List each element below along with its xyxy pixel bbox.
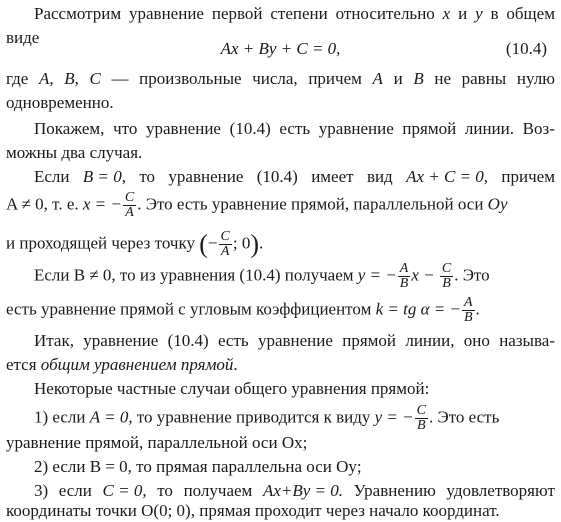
word: уравнение	[168, 167, 244, 186]
axis-oy: Oy	[487, 194, 508, 214]
case1-fraction	[415, 404, 428, 433]
case2-text: 2) если B = 0, то прямая параллельна оси Oy;	[34, 457, 362, 476]
word: причем	[308, 69, 362, 88]
word: Рассмотрим	[34, 4, 122, 23]
denominator: A	[125, 205, 134, 220]
p1-line4-text: одновременно.	[6, 93, 114, 112]
x-expression: x = −	[82, 194, 122, 214]
word: A,	[38, 69, 54, 88]
word: числа,	[252, 69, 298, 88]
word: x	[442, 4, 451, 23]
case1-tail: . Это есть	[428, 407, 500, 427]
p2-line1	[34, 118, 555, 140]
word: получаем	[183, 481, 253, 500]
word: B,	[64, 69, 79, 88]
word: степени	[270, 4, 328, 23]
word: в	[490, 4, 499, 23]
word: есть	[279, 119, 311, 138]
point-tail: ; 0	[232, 233, 251, 253]
word: Итак,	[34, 331, 74, 350]
denominator: B	[399, 276, 409, 291]
equation-number: (10.4)	[505, 39, 547, 58]
p3-statement: . Это есть уравнение прямой, параллельной оси	[137, 194, 488, 214]
word: Ax+By = 0.	[262, 481, 344, 500]
word: если	[58, 481, 92, 500]
word: Ax + C = 0,	[406, 167, 489, 186]
word: линии,	[405, 331, 455, 350]
p4-intro: Если B ≠ 0, то из уравнения (10.4) получаем	[34, 265, 358, 285]
word: оно	[463, 331, 490, 350]
word: —	[111, 69, 129, 88]
word: называ-	[499, 331, 555, 350]
case3-line2	[6, 500, 555, 522]
word: то	[157, 481, 173, 500]
word: нулю	[516, 69, 555, 88]
equation-row	[6, 38, 555, 60]
word: C = 0,	[102, 481, 147, 500]
case1-condition: A = 0,	[89, 407, 133, 427]
p6-intro	[34, 378, 555, 400]
word: и	[393, 69, 403, 88]
p1-line4	[6, 92, 555, 114]
word: (10.4)	[167, 331, 209, 350]
word: линии.	[464, 119, 514, 138]
left-paren: (	[199, 229, 208, 259]
p3-point-text: и проходящей через точку	[6, 233, 200, 253]
word: уравнение	[318, 119, 394, 138]
word: то	[139, 167, 156, 186]
denominator: B	[417, 418, 426, 433]
word: (10.4)	[229, 119, 271, 138]
p1-line1	[34, 3, 555, 25]
case2	[34, 456, 555, 478]
slope-expression: k = tg α = −	[375, 299, 461, 319]
p4-tail: . Это	[454, 265, 490, 285]
word: прямой	[402, 119, 457, 138]
p4-line1	[34, 261, 555, 291]
p2-line2	[6, 142, 555, 164]
fraction-c-over-a	[123, 191, 136, 220]
word: общем	[506, 4, 555, 23]
word: не	[434, 69, 451, 88]
word: A	[372, 69, 383, 88]
word: уравнение	[146, 119, 221, 138]
numerator: C	[441, 261, 452, 276]
word: причем	[501, 167, 555, 186]
case1-text: то уравнение приводится к виду	[132, 407, 375, 427]
word: уравнение	[257, 331, 333, 350]
p4-period: .	[475, 299, 480, 319]
word: вид	[366, 167, 393, 186]
cases-intro: Некоторые частные случаи общего уравнения прямой:	[34, 379, 430, 398]
case1-label: 1) если	[34, 407, 90, 427]
numerator: C	[124, 190, 135, 205]
p3-line2	[6, 190, 555, 220]
denominator: B	[463, 310, 473, 325]
word: B	[413, 69, 424, 88]
word: произвольные	[139, 69, 242, 88]
denominator: B	[442, 276, 451, 291]
word: прямой	[342, 331, 397, 350]
numerator: A	[399, 261, 409, 276]
p3-line1	[34, 166, 555, 188]
p4-slope-text: есть уравнение прямой с угловым коэффициентом	[6, 299, 376, 319]
word: первой	[211, 4, 263, 23]
p5-text: ется	[6, 355, 41, 374]
word: относительно	[335, 4, 435, 23]
word: B = 0,	[82, 167, 126, 186]
case3-line2-text: координаты точки O(0; 0), прямая проходит через начало координат.	[6, 501, 500, 520]
numerator: A	[463, 295, 473, 310]
p3-condition: A ≠ 0, т. е.	[6, 194, 83, 214]
word: Если	[34, 167, 70, 186]
p5-line1	[34, 330, 555, 352]
word: и	[458, 4, 468, 23]
numerator: C	[416, 403, 426, 418]
word: Воз-	[522, 119, 555, 138]
word: что	[113, 119, 138, 138]
word: C	[89, 69, 101, 88]
p4-line2	[6, 295, 555, 325]
p5-line2	[6, 354, 555, 376]
word: уравнение	[83, 331, 159, 350]
case1-line2	[6, 432, 555, 454]
word: уравнение	[129, 4, 204, 23]
word: где	[6, 69, 29, 88]
fraction-a-over-b-slope	[462, 296, 475, 325]
word: Покажем,	[34, 119, 105, 138]
p2-line2-text: можны два случая.	[6, 143, 143, 162]
fraction-c-over-b	[440, 262, 453, 291]
p5-period: .	[233, 355, 238, 374]
word: (10.4)	[256, 167, 298, 186]
case1-y: y = −	[374, 407, 414, 427]
denominator: A	[220, 244, 230, 259]
word: y	[475, 4, 483, 23]
word: Уравнению	[353, 481, 436, 500]
word: удовлетворяют	[446, 481, 555, 500]
right-paren: )	[250, 229, 259, 259]
fraction-a-over-b	[398, 262, 411, 291]
fraction-c-over-a-point	[219, 230, 232, 259]
case3-line1	[34, 480, 555, 502]
numerator: C	[220, 229, 230, 244]
word: равны	[461, 69, 507, 88]
x-minus: x −	[411, 265, 439, 285]
p1-line2-text: виде	[6, 28, 40, 47]
case1-line1	[34, 403, 555, 433]
defined-term: общим уравнением прямой	[40, 355, 234, 374]
case1-line2-text: уравнение прямой, параллельной оси Ox;	[6, 433, 308, 452]
word: 3)	[34, 481, 49, 500]
general-line-equation: Ax + By + C = 0,	[220, 39, 341, 58]
y-expression: y = −	[357, 265, 397, 285]
p1-line3	[6, 68, 555, 90]
p3-line3: и проходящей через точку (− $\frac{C}{A}$ ; 0).	[6, 229, 264, 259]
word: имеет	[311, 167, 354, 186]
word: есть	[217, 331, 249, 350]
